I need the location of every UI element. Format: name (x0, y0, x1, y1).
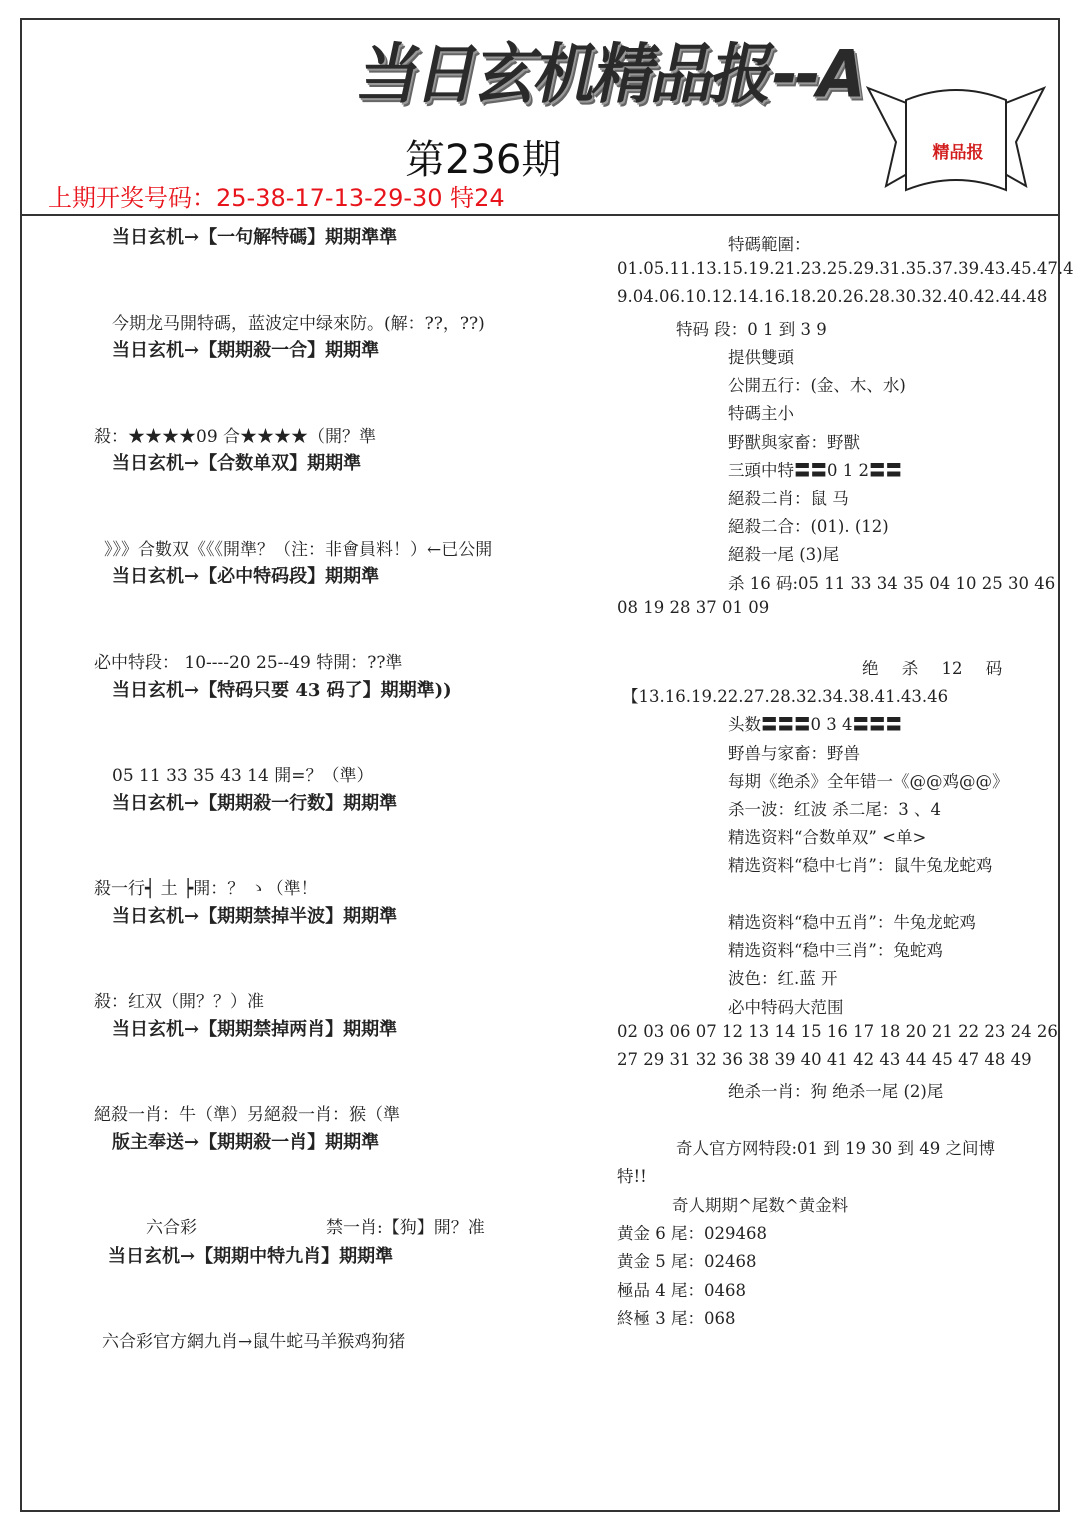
qiren-segment: 特!! (617, 1167, 647, 1186)
kill-one-zodiac: 绝杀一肖：狗 绝杀一尾 (2)尾 (728, 1082, 944, 1101)
big-range-numbers: 02 03 06 07 12 13 14 15 16 17 18 20 21 22 23 24 26 (617, 1022, 1058, 1041)
left-clue-text: 六合彩 (146, 1218, 197, 1238)
right-item: 野獸與家畜：野獸 (728, 433, 860, 452)
header-divider (20, 214, 1060, 216)
right-item: 提供雙頭 (728, 348, 794, 367)
left-clue-text: 殺：★★★★09 合★★★★（開？準 (94, 427, 377, 447)
right-item: 精选资料“稳中七肖”：鼠牛兔龙蛇鸡 (728, 856, 993, 875)
left-clue-text: 》》》合數双《《《開準？（注：非會員料！）←已公開 (104, 540, 493, 560)
masthead-logo: 当日玄机精品报--A (350, 35, 871, 113)
gold-title: 奇人期期^尾数^黄金料 (672, 1196, 849, 1215)
left-section-heading: 版主奉送→【期期殺一肖】期期準 (112, 1132, 380, 1153)
right-item: 精选资料“稳中三肖”：兔蛇鸡 (728, 941, 943, 960)
right-item: 絕殺二合：(01). (12) (728, 517, 889, 536)
absolute-kill-title: 绝 杀 12 码 (862, 659, 1003, 678)
issue-number: 第236期 (405, 137, 562, 183)
gold-tail: 極品 4 尾：0468 (617, 1281, 746, 1300)
left-section-heading: 当日玄机→【期期殺一行数】期期準 (112, 793, 398, 814)
right-item: 头数〓〓〓0 3 4〓〓〓 (728, 715, 902, 734)
left-section-heading: 当日玄机→【必中特码段】期期準 (112, 566, 380, 587)
kill-16-codes: 杀 16 码:05 11 33 34 35 04 10 25 30 46 (728, 574, 1056, 593)
left-section-heading: 当日玄机→【期期殺一合】期期準 (112, 340, 380, 361)
right-item: 特碼主小 (728, 404, 794, 423)
right-item: 精选资料“稳中五肖”：牛兔龙蛇鸡 (728, 913, 976, 932)
previous-result: 上期开奖号码：25-38-17-13-29-30 特24 (48, 184, 505, 212)
left-clue-text: 禁一肖:【狗】開？准 (326, 1218, 485, 1238)
qiren-segment: 奇人官方网特段:01 到 19 30 到 49 之间博 (676, 1139, 996, 1158)
left-section-heading: 当日玄机→【合数单双】期期準 (112, 453, 362, 474)
left-clue-text: 殺：红双（開？？）准 (94, 992, 264, 1012)
left-clue-text: 殺一行┥ 土 ┝開：？ ゝ（準！ (94, 879, 318, 899)
left-clue-text: 今期龙马開特碼，蓝波定中绿來防。(解：??，??) (112, 314, 485, 334)
range-numbers: 01.05.11.13.15.19.21.23.25.29.31.35.37.39.43.45.47.4 (617, 259, 1074, 278)
left-section-heading: 当日玄机→【期期禁掉两肖】期期準 (112, 1019, 398, 1040)
gold-tail: 黄金 6 尾：029468 (617, 1224, 767, 1243)
range-title: 特碼範圍： (728, 235, 811, 254)
banner-label: 精品报 (932, 143, 984, 163)
left-clue-text: 必中特段： 10----20 25--49 特開：??準 (94, 653, 403, 673)
right-item: 三頭中特〓〓0 1 2〓〓 (728, 461, 902, 480)
right-item: 絕殺二肖：鼠 马 (728, 489, 849, 508)
code-segment: 特码 段：0 1 到 3 9 (676, 320, 827, 339)
kill-16-codes: 08 19 28 37 01 09 (617, 598, 770, 617)
scroll-banner-icon (866, 78, 1046, 208)
right-item: 必中特码大范围 (728, 998, 844, 1017)
left-clue-text: 絕殺一肖：牛（準）另絕殺一肖：猴（準 (94, 1105, 400, 1125)
range-numbers: 9.04.06.10.12.14.16.18.20.26.28.30.32.40.42.44.48 (617, 287, 1048, 306)
left-section-heading: 当日玄机→【期期中特九肖】期期準 (108, 1246, 394, 1267)
left-section-heading: 当日玄机→【期期禁掉半波】期期準 (112, 906, 398, 927)
right-item: 野兽与家畜：野兽 (728, 744, 860, 763)
gold-tail: 終極 3 尾：068 (617, 1309, 736, 1328)
big-range-numbers: 27 29 31 32 36 38 39 40 41 42 43 44 45 47 48 49 (617, 1050, 1032, 1069)
left-clue-text: 六合彩官方網九肖→鼠牛蛇马羊猴鸡狗猪 (102, 1332, 406, 1352)
left-clue-text: 05 11 33 35 43 14 開=？（準） (112, 766, 374, 786)
right-item: 每期《绝杀》全年错一《@@鸡@@》 (728, 772, 1009, 791)
absolute-kill-numbers: 【13.16.19.22.27.28.32.34.38.41.43.46 (622, 687, 949, 706)
right-item: 公開五行：(金、木、水) (728, 376, 906, 395)
right-item: 精选资料“合数单双” <单> (728, 828, 927, 847)
right-item: 杀一波：红波 杀二尾：3 、4 (728, 800, 941, 819)
gold-tail: 黄金 5 尾：02468 (617, 1252, 757, 1271)
left-section-heading: 当日玄机→【一句解特碼】期期準準 (112, 227, 398, 248)
right-item: 波色：红.蓝 开 (728, 969, 838, 988)
left-section-heading: 当日玄机→【特码只要 43 码了】期期準)) (112, 680, 452, 701)
right-item: 絕殺一尾 (3)尾 (728, 545, 840, 564)
